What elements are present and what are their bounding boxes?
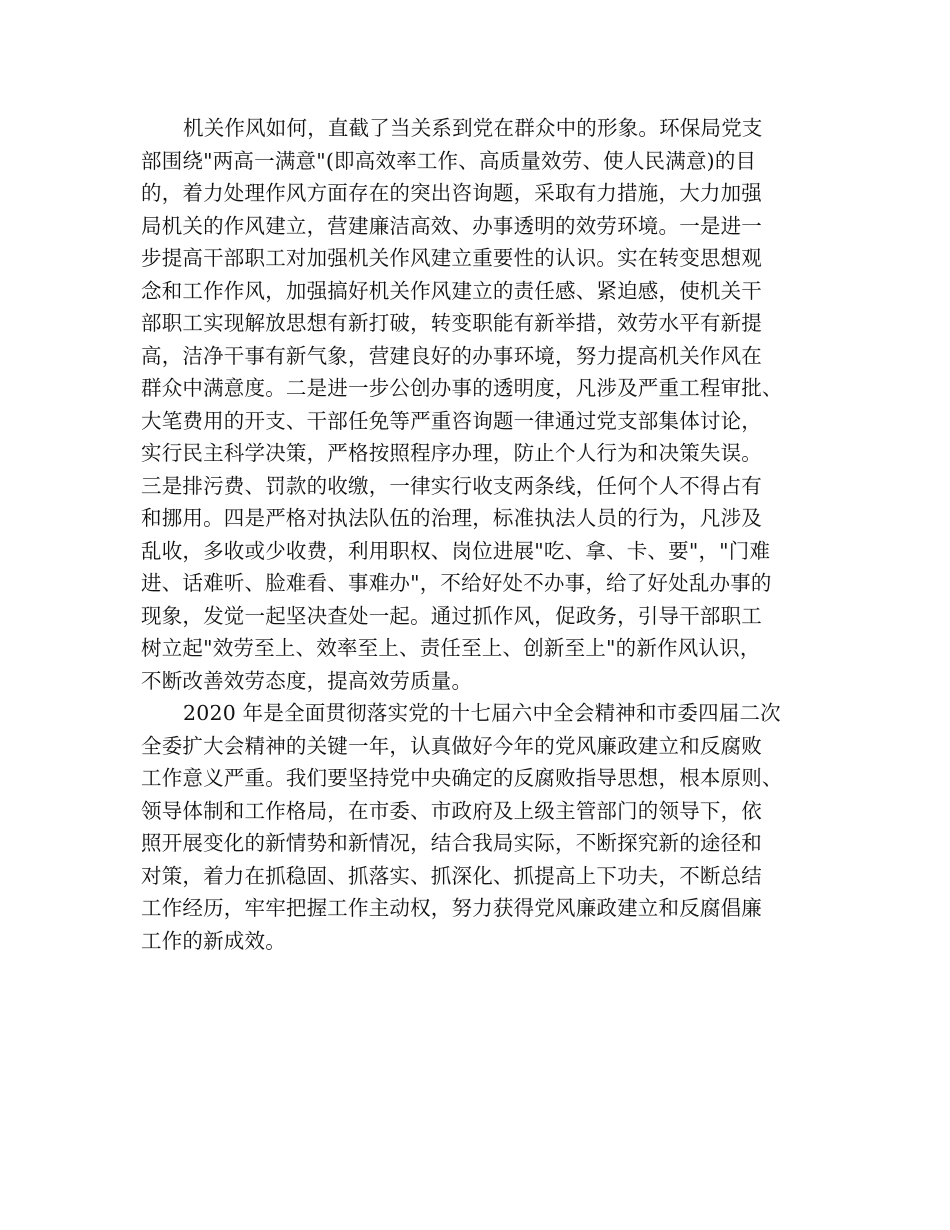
paragraph-line: 和挪用。四是严格对执法队伍的治理，标准执法人员的行为，凡涉及 [141, 506, 762, 530]
paragraph-line: 机关作风如何，直截了当关系到党在群众中的形象。环保局党支 [183, 116, 763, 140]
paragraph-line: 实行民主科学决策，严格按照程序办理，防止个人行为和决策失误。 [141, 441, 762, 465]
paragraph-line: 工作意义严重。我们要坚持党中央确定的反腐败指导思想，根本原则、 [141, 766, 783, 790]
paragraph-line: 步提高干部职工对加强机关作风建立重要性的认识。实在转变思想观 [141, 246, 762, 270]
paragraph-line: 现象，发觉一起坚决查处一起。通过抓作风，促政务，引导干部职工 [141, 603, 762, 628]
paragraph-line: 局机关的作风建立，营建廉洁高效、办事透明的效劳环境。一是进一 [141, 213, 762, 238]
paragraph-line: 工作的新成效。 [141, 928, 286, 953]
paragraph-line: 的，着力处理作风方面存在的突出咨询题，采取有力措施，大力加强 [141, 181, 762, 205]
paragraph-line: 群众中满意度。二是进一步公创办事的透明度，凡涉及严重工程审批、 [141, 376, 783, 400]
paragraph-line: 高，洁净干事有新气象，营建良好的办事环境，努力提高机关作风在 [141, 343, 762, 368]
paragraph-line: 工作经历，牢牢把握工作主动权，努力获得党风廉政建立和反腐倡廉 [141, 896, 762, 920]
paragraph-line: 对策，着力在抓稳固、抓落实、抓深化、抓提高上下功夫，不断总结 [141, 863, 762, 888]
paragraph-line: 大笔费用的开支、干部任免等严重咨询题一律通过党支部集体讨论， [141, 408, 762, 433]
paragraph-line: 领导体制和工作格局，在市委、市政府及上级主管部门的领导下，依 [141, 798, 762, 823]
paragraph-2 [141, 697, 831, 957]
paragraph-line: 进、话难听、脸难看、事难办"，不给好处不办事，给了好处乱办事的 [141, 571, 772, 595]
paragraph-1 [141, 112, 831, 697]
paragraph-line: 三是排污费、罚款的收缴，一律实行收支两条线，任何个人不得占有 [141, 473, 762, 498]
paragraph-line: 全委扩大会精神的关键一年，认真做好今年的党风廉政建立和反腐败 [141, 733, 762, 758]
paragraph-line: 部围绕"两高一满意"(即高效率工作、高质量效劳、使人民满意)的目 [141, 148, 757, 173]
paragraph-line: 念和工作作风，加强搞好机关作风建立的责任感、紧迫感，使机关干 [141, 278, 762, 303]
paragraph-line: 照开展变化的新情势和新情况，结合我局实际，不断探究新的途径和 [141, 831, 762, 855]
paragraph-line: 乱收，多收或少收费，利用职权、岗位进展"吃、拿、卡、要"，"门难 [141, 538, 771, 563]
document-body [141, 112, 831, 957]
paragraph-line: 部职工实现解放思想有新打破，转变职能有新举措，效劳水平有新提 [141, 311, 762, 335]
paragraph-line: 树立起"效劳至上、效率至上、责任至上、创新至上"的新作风认识， [141, 636, 761, 660]
paragraph-line: 2020 年是全面贯彻落实党的十七届六中全会精神和市委四届二次 [183, 701, 781, 725]
paragraph-line: 不断改善效劳态度，提高效劳质量。 [141, 668, 473, 693]
